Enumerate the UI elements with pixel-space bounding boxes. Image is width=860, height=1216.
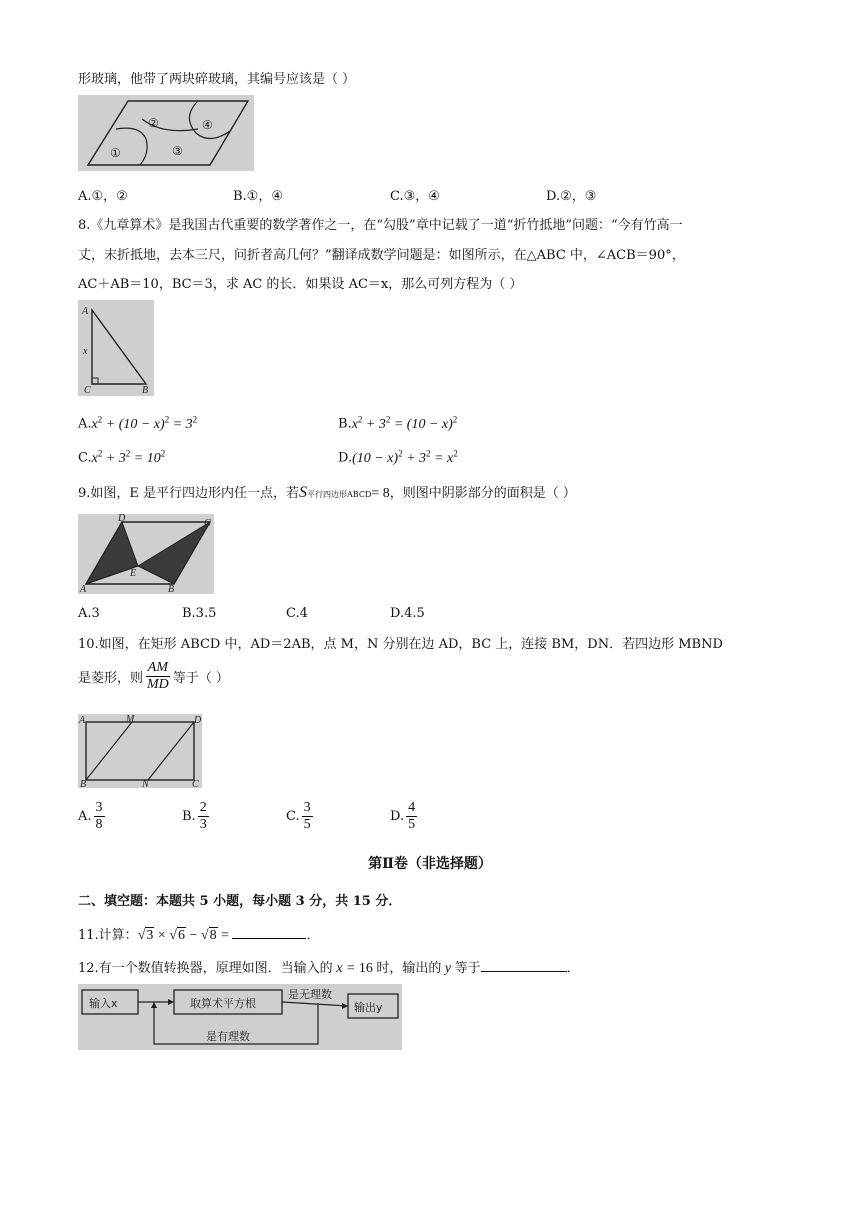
q7-label-1: ① <box>110 146 121 160</box>
q10-label-m: M <box>126 714 135 725</box>
q9-option-a: A.3 <box>78 606 100 621</box>
q10-option-d: D. $\frac{4}{5}$ <box>390 800 416 833</box>
q7-option-c: C.③，④ <box>390 189 440 204</box>
q7-option-b: B.①，④ <box>233 189 283 204</box>
q8-line-1: 8.《九章算术》是我国古代重要的数学著作之一，在“勾股”章中记载了一道“折竹抵地”问题：“今有竹高一 <box>78 218 683 233</box>
q8-figure <box>78 300 154 396</box>
q8-option-d: $D.(10 - x)^2 + 3^2 = x^2$ <box>338 448 458 466</box>
q9-stem: 9.如图，E 是平行四边形内任一点，若S平行四边形ABCD= 8，则图中阴影部分的面积是（ ） <box>78 484 576 501</box>
q8-line-2: 丈，末折抵地，去本三尺，问折者高几何？”翻译成数学问题是：如图所示，在△ABC 中，∠ACB＝90°， <box>78 248 685 263</box>
q9-option-c: C.4 <box>286 606 308 621</box>
q9-label-d: D <box>118 514 126 524</box>
q12-flow-input: 输入x <box>89 997 118 1010</box>
q11-answer-blank[interactable] <box>232 926 306 939</box>
q11-stem: 11.计算：√3 × √6 − √8 = ． <box>78 928 320 943</box>
q10-option-a: A. $\frac{3}{8}$ <box>78 800 103 833</box>
q12-flow-irrational: 是无理数 <box>288 988 332 1001</box>
q10-line-2: 是菱形，则 $\frac{AM}{MD}$ 等于（ ） <box>78 660 229 693</box>
q12-answer-blank[interactable] <box>481 959 567 972</box>
q12-flow-figure <box>78 984 402 1050</box>
q8-option-c: $C.x^2 + 3^2 = 10^2$ <box>78 448 166 466</box>
q9-label-b: B <box>168 584 175 594</box>
q7-label-4: ④ <box>202 118 213 132</box>
q8-label-b: B <box>142 385 149 396</box>
q10-label-c: C <box>192 779 199 788</box>
q8-label-c: C <box>84 385 91 396</box>
q9-label-c: C <box>204 518 211 529</box>
q10-label-b: B <box>80 779 87 788</box>
q7-label-3: ③ <box>172 144 183 158</box>
q7-label-2: ② <box>148 116 159 130</box>
q7-option-a: A.①，② <box>78 189 128 204</box>
q8-label-a: A <box>82 306 89 317</box>
q10-ratio: $\frac{AM}{MD}$ <box>147 660 169 693</box>
q12-stem: 12.有一个数值转换器，原理如图．当输入的 x = 16 时，输出的 y 等于 ． <box>78 961 580 976</box>
q10-line-1: 10.如图，在矩形 ABCD 中，AD＝2AB，点 M，N 分别在边 AD，BC 上，连接 BM，DN．若四边形 MBND <box>78 637 723 652</box>
q12-flow-rational: 是有理数 <box>206 1030 250 1043</box>
q8-label-x: x <box>83 346 88 357</box>
q8-option-a: $A.x^2 + (10 - x)^2 = 3^2$ <box>78 414 198 432</box>
q12-flow-process: 取算术平方根 <box>190 997 256 1010</box>
q10-label-a: A <box>79 715 86 726</box>
q9-label-a: A <box>80 584 87 594</box>
q7-option-d: D.②，③ <box>546 189 597 204</box>
q7-stem: 形玻璃，他带了两块碎玻璃，其编号应该是（ ） <box>78 72 356 87</box>
q9-label-e: E <box>130 568 137 579</box>
q10-option-c: C. $\frac{3}{5}$ <box>286 800 311 833</box>
section2-heading: 二、填空题：本题共 5 小题，每小题 3 分，共 15 分． <box>78 894 402 909</box>
part2-title: 第Ⅱ卷（非选择题） <box>368 856 492 872</box>
q9-option-d: D.4.5 <box>390 606 425 621</box>
q9-figure <box>78 514 214 594</box>
q10-figure <box>78 714 202 788</box>
q10-option-b: B. $\frac{2}{3}$ <box>182 800 207 833</box>
q7-figure <box>78 95 254 171</box>
q10-label-n: N <box>142 779 149 788</box>
q8-option-b: $B.x^2 + 3^2 = (10 - x)^2$ <box>338 414 458 432</box>
q8-line-3: AC＋AB＝10，BC＝3，求 AC 的长．如果设 AC＝x，那么可列方程为（ ） <box>78 277 523 292</box>
q10-label-d: D <box>194 715 202 726</box>
q9-option-b: B.3.5 <box>182 606 217 621</box>
q12-flow-output: 输出y <box>354 1001 383 1014</box>
